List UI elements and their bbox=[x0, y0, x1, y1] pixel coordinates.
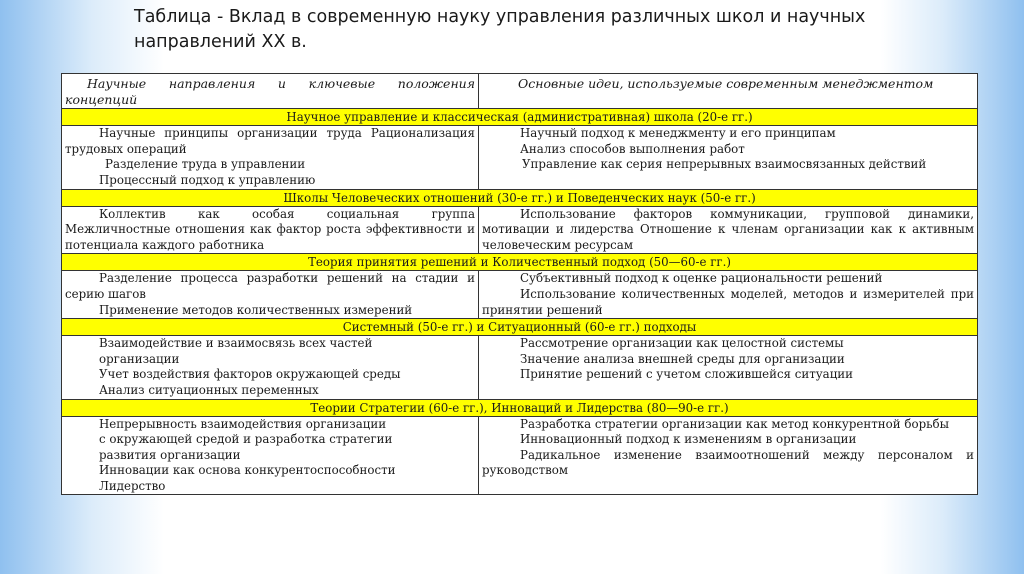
cell-line: развития организации bbox=[99, 447, 241, 462]
section-row bbox=[62, 109, 978, 126]
cell-line: Радикальное изменение взаимоотношений между персоналом и bbox=[520, 447, 974, 462]
cell-line: Принятие решений с учетом сложившейся ситуации bbox=[520, 367, 854, 382]
cell-line: Научные принципы организации труда Рационализация bbox=[99, 126, 475, 141]
cell-line: Анализ способов выполнения работ bbox=[520, 141, 745, 156]
cell-line: трудовых операций bbox=[65, 141, 187, 156]
left-cell bbox=[62, 271, 479, 319]
cell-line: Разработка стратегии организации как метод конкурентной борьбы bbox=[520, 416, 950, 431]
cell-line: Взаимодействие и взаимосвязь всех частей bbox=[99, 336, 373, 351]
cell-line: Коллектив как особая социальная группа bbox=[99, 206, 475, 221]
right-cell bbox=[479, 206, 978, 254]
left-cell bbox=[62, 126, 479, 189]
section-title: Теория принятия решений и Количественный подход (50—60-е гг.) bbox=[62, 254, 978, 271]
cell-line: Непрерывность взаимодействия организации bbox=[99, 416, 387, 431]
slide-title bbox=[134, 5, 894, 55]
cell-line: Научный подход к менеджменту и его принципам bbox=[520, 126, 836, 141]
cell-line: Межличностные отношения как фактор роста эффективности и bbox=[65, 222, 475, 237]
left-cell bbox=[62, 416, 479, 495]
cell-line: Использование факторов коммуникации, групповой динамики, bbox=[520, 206, 974, 221]
section-row bbox=[62, 189, 978, 206]
cell-line: организации bbox=[99, 351, 180, 366]
table-row bbox=[62, 271, 978, 319]
cell-line: Значение анализа внешней среды для организации bbox=[520, 351, 845, 366]
right-cell bbox=[479, 271, 978, 319]
cell-line: Разделение процесса разработки решений на стадии и bbox=[99, 271, 475, 286]
table-row bbox=[62, 416, 978, 495]
contribution-table bbox=[61, 73, 978, 495]
cell-line: Использование количественных моделей, методов и измерителей при bbox=[520, 286, 974, 301]
left-cell bbox=[62, 336, 479, 399]
cell-line: Инновации как основа конкурентоспособности bbox=[99, 463, 396, 478]
header-col1-line: концепций bbox=[65, 91, 138, 107]
section-title: Системный (50-е гг.) и Ситуационный (60-е гг.) подходы bbox=[62, 319, 978, 336]
cell-line: Применение методов количественных измерений bbox=[99, 302, 413, 317]
cell-line: Анализ ситуационных переменных bbox=[99, 382, 319, 397]
cell-line: Учет воздействия факторов окружающей среды bbox=[99, 367, 401, 382]
section-title: Теории Стратегии (60-е гг.), Инноваций и Лидерства (80—90-е гг.) bbox=[62, 399, 978, 416]
table-header-row bbox=[62, 74, 978, 109]
right-cell bbox=[479, 336, 978, 399]
cell-line: Управление как серия непрерывных взаимосвязанных действий bbox=[522, 157, 927, 172]
header-col2-line: Основные идеи, используемые современным менеджментом bbox=[518, 76, 934, 91]
header-col-directions bbox=[62, 74, 479, 109]
slide-title-line-1: Таблица - Вклад в современную науку управления различных школ и научных bbox=[134, 7, 866, 27]
cell-line: принятии решений bbox=[482, 302, 603, 317]
cell-line: Разделение труда в управлении bbox=[105, 157, 306, 172]
cell-line: с окружающей средой и разработка стратегии bbox=[99, 432, 393, 447]
section-row bbox=[62, 254, 978, 271]
section-row bbox=[62, 399, 978, 416]
left-cell bbox=[62, 206, 479, 254]
cell-line: мотивации и лидерства Отношение к членам организации как к активным bbox=[482, 222, 974, 237]
cell-line: человеческим ресурсам bbox=[482, 237, 633, 252]
section-row bbox=[62, 319, 978, 336]
section-title: Школы Человеческих отношений (30-е гг.) и Поведенческих наук (50-е гг.) bbox=[62, 189, 978, 206]
cell-line: Лидерство bbox=[99, 478, 166, 493]
right-cell bbox=[479, 416, 978, 495]
header-col-ideas bbox=[479, 74, 978, 109]
cell-line: руководством bbox=[482, 463, 569, 478]
cell-line: Процессный подход к управлению bbox=[99, 172, 316, 187]
section-title: Научное управление и классическая (административная) школа (20-е гг.) bbox=[62, 109, 978, 126]
header-col1-line: Научные направления и ключевые положения bbox=[87, 76, 475, 91]
cell-line: Субъективный подход к оценке рациональности решений bbox=[520, 271, 883, 286]
cell-line: Рассмотрение организации как целостной системы bbox=[520, 336, 844, 351]
cell-line: серию шагов bbox=[65, 286, 146, 301]
cell-line: Инновационный подход к изменениям в организации bbox=[520, 432, 857, 447]
table-row bbox=[62, 126, 978, 189]
cell-line: потенциала каждого работника bbox=[65, 237, 265, 252]
slide-title-line-2: направлений XX в. bbox=[134, 32, 307, 52]
table-row bbox=[62, 336, 978, 399]
right-cell bbox=[479, 126, 978, 189]
table-row bbox=[62, 206, 978, 254]
